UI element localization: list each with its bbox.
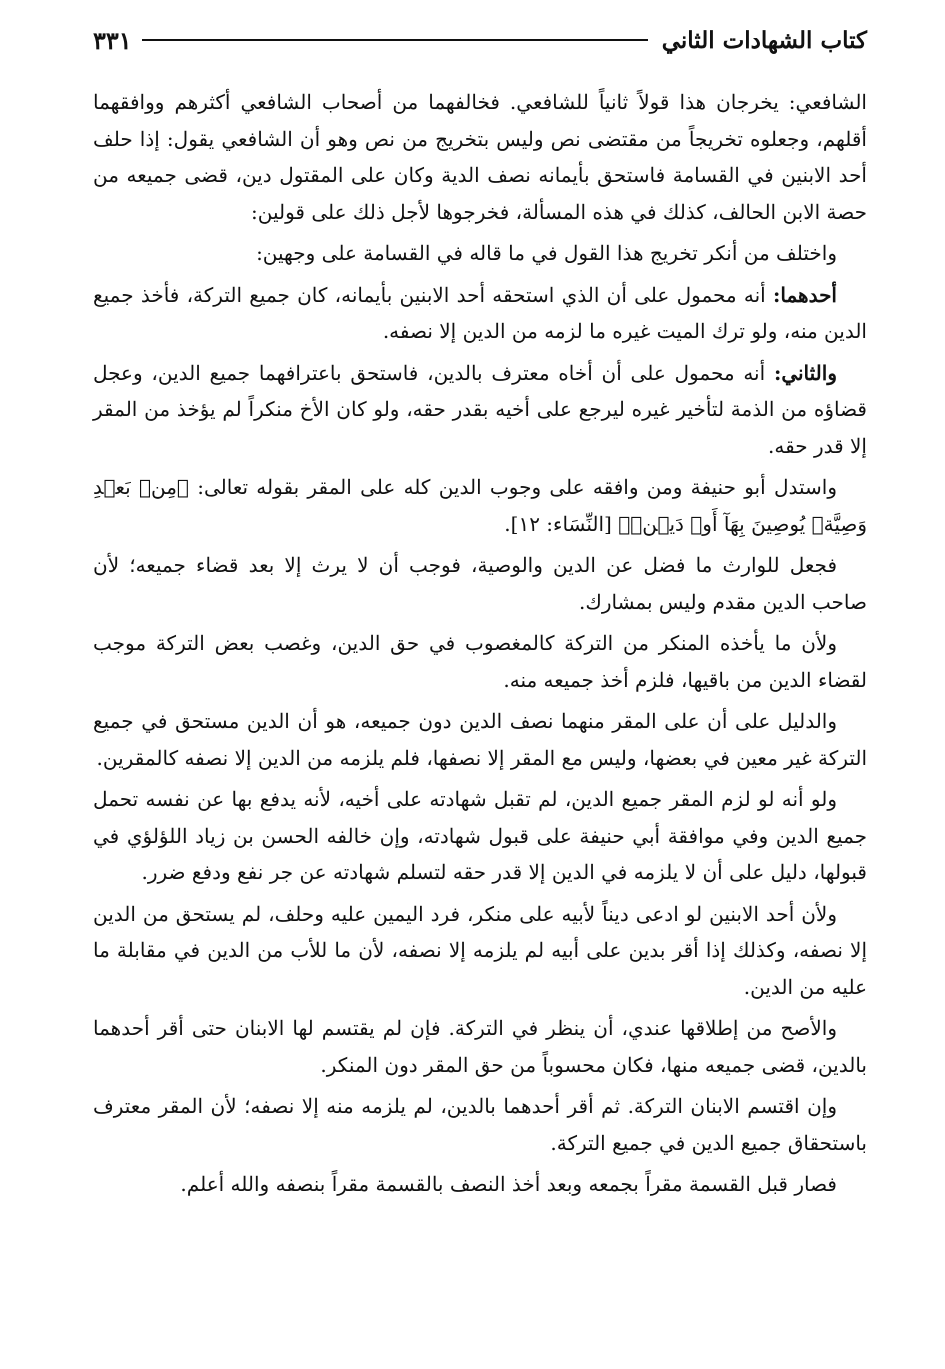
paragraph-text: واختلف من أنكر تخريج هذا القول في ما قاله في القسامة على وجهين: [256, 241, 837, 265]
paragraph-text: ولو أنه لو لزم المقر جميع الدين، لم تقبل شهادته على أخيه، لأنه يدفع بها عن نفسه تحمل جميع الدين وفي موافقة أبي حنيفة على قبول شهادته، وإن خالفه الحسن بن زياد اللؤلؤي في قبولها، دليل على أن لا يلزمه في الدين إلا قدر حقه لتسلم شهادته عن جر نفع ودفع ضرر. [93, 787, 867, 884]
paragraph [93, 277, 867, 350]
paragraph-lead: أحدهما: [772, 282, 837, 307]
paragraph [93, 547, 867, 620]
paragraph [93, 625, 867, 698]
paragraph-text: وإن اقتسم الابنان التركة. ثم أقر أحدهما بالدين، لم يلزمه منه إلا نصفه؛ لأن المقر معترف باستحقاق جميع الدين في جميع التركة. [93, 1094, 867, 1155]
book-title: كتاب الشهادات الثاني [661, 26, 867, 54]
paragraph-text: فجعل للوارث ما فضل عن الدين والوصية، فوجب أن لا يرث إلا بعد قضاء جميعه؛ لأن صاحب الدين مقدم وليس بمشارك. [93, 553, 867, 614]
paragraph [93, 781, 867, 891]
paragraph [93, 1010, 867, 1083]
body-text [93, 84, 867, 1203]
verse-reference: [النِّسَاء: ١٢]. [504, 511, 619, 536]
paragraph [93, 703, 867, 776]
paragraph-text: أنه محمول على أن الذي استحقه أحد الابنين بأيمانه، كان جميع التركة، فأخذ جميع الدين منه، ولو ترك الميت غيره ما لزمه من الدين إلا نصفه. [93, 282, 867, 343]
paragraph-lead: والثاني: [773, 360, 837, 385]
paragraph-text: فصار قبل القسمة مقراً بجمعه وبعد أخذ النصف بالقسمة مقراً بنصفه والله أعلم. [180, 1172, 837, 1196]
paragraph [93, 469, 867, 542]
page-number: ٣٣١ [93, 25, 132, 55]
paragraph-text: والدليل على أن على المقر منهما نصف الدين دون جميعه، هو أن الدين مستحق في جميع التركة غير معين في بعضها، وليس مع المقر إلا نصفها، فلم يلزمه من الدين إلا نصفه كالمقرين. [93, 709, 867, 770]
paragraph-text: أنه محمول على أن أخاه معترف بالدين، فاستحق باعترافهما جميع الدين، وعجل قضاؤه من الذمة لتأخير غيره ليرجع على أخيه بقدر حقه، ولو كان الأخ منكراً لم يؤخذ من المقر إلا قدر حقه. [93, 360, 867, 458]
header-rule [142, 39, 648, 41]
paragraph-text: الشافعي: يخرجان هذا قولاً ثانياً للشافعي. فخالفهما من أصحاب الشافعي أكثرهم ووافقهما أقلهم، وجعلوه تخريجاً من مقتضى نص وليس بتخريج من نص وهو أن الشافعي يقول: إذا حلف أحد الابنين في القسامة فاستحق بأيمانه نصف الدية وكان على المقتول دين، قضى جميعه من حصة الابن الحالف، كذلك في هذه المسألة، فخرجوها لأجل ذلك على قولين: [93, 90, 867, 224]
paragraph-text: ولأن ما يأخذه المنكر من التركة كالمغصوب في حق الدين، وغصب بعض التركة موجب لقضاء الدين من باقيها، فلزم أخذ جميعه منه. [93, 631, 867, 692]
paragraph [93, 1088, 867, 1161]
paragraph [93, 355, 867, 465]
quran-verse: ﴿مِنۢ بَعۡدِ وَصِيَّةٖ يُوصِينَ بِهَآ أَوۡ دَيۡنٖ﴾ [93, 475, 867, 536]
paragraph [93, 84, 867, 230]
page-header [93, 20, 867, 60]
paragraph-text: واستدل أبو حنيفة ومن وافقه على وجوب الدين كله على المقر بقوله تعالى: [188, 475, 837, 499]
paragraph-text: والأصح من إطلاقها عندي، أن ينظر في التركة. فإن لم يقتسم لها الابنان حتى أقر أحدهما بالدين، قضى جميعه منها، فكان محسوباً من حق المقر دون المنكر. [93, 1016, 867, 1077]
paragraph [93, 235, 867, 272]
paragraph [93, 1166, 867, 1203]
paragraph [93, 896, 867, 1006]
paragraph-text: ولأن أحد الابنين لو ادعى ديناً لأبيه على منكر، فرد اليمين عليه وحلف، لم يستحق من الدين إلا نصفه، وكذلك إذا أقر بدين على أبيه لم يلزمه إلا نصفه، لأن ما للأب من الدين في مقابلة ما عليه من الدين. [93, 901, 867, 999]
